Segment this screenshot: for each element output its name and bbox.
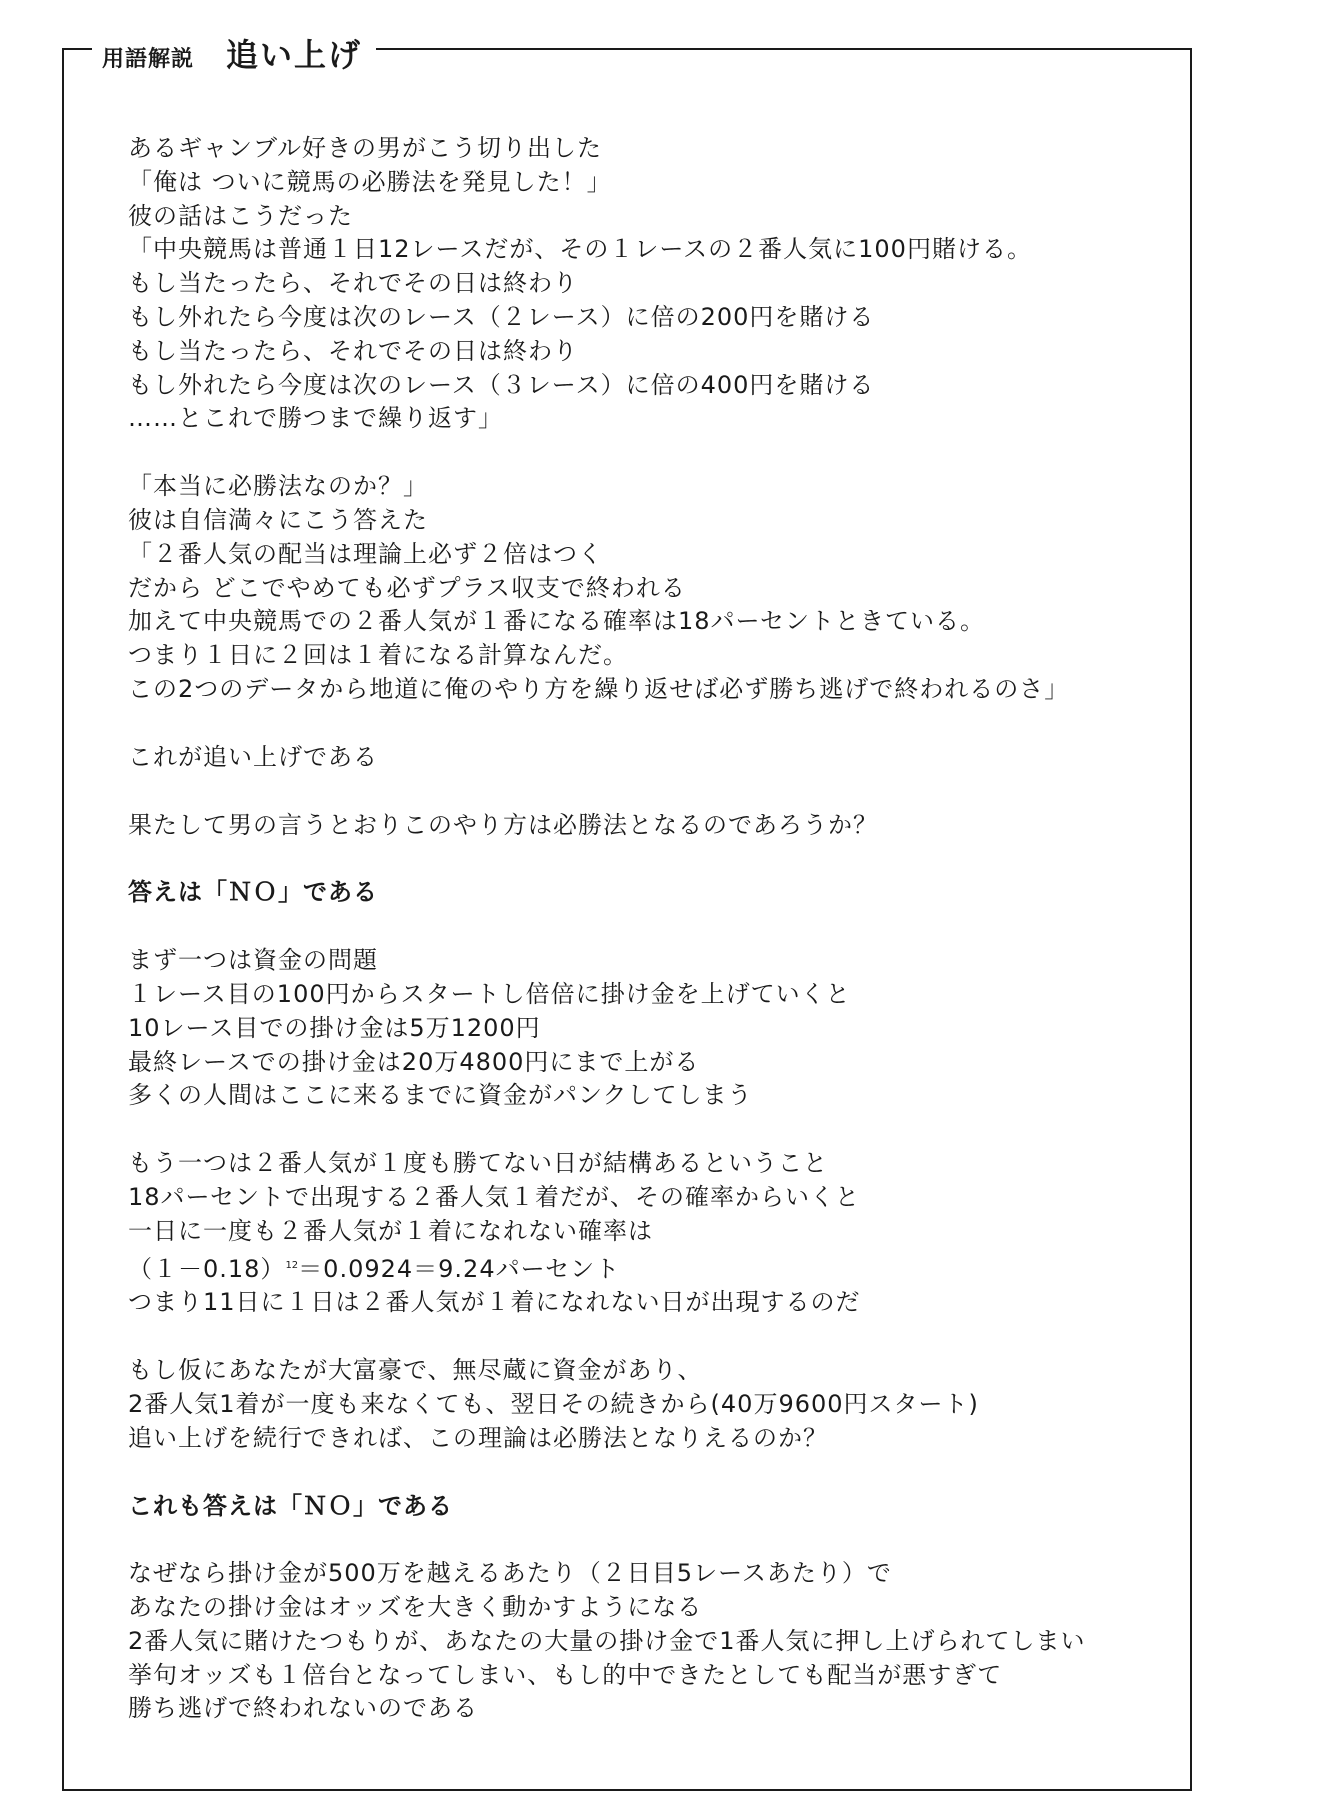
paragraph-question <box>128 809 1178 843</box>
text-line: この2つのデータから地道に俺のやり方を繰り返せば必ず勝ち逃げで終われるのさ」 <box>128 674 1070 703</box>
text-line: まず一つは資金の問題 <box>128 946 378 975</box>
text-line: もし当たったら、それでその日は終わり <box>128 336 578 365</box>
text-line: もう一つは２番人気が１度も勝てない日が結構あるということ <box>128 1149 828 1178</box>
text-line: 「本当に必勝法なのか？」 <box>128 472 428 501</box>
text-line: 一日に一度も２番人気が１着になれない確率は <box>128 1216 653 1245</box>
text-line: あなたの掛け金はオッズを大きく動かすようになる <box>128 1593 703 1622</box>
text-line: 果たして男の言うとおりこのやり方は必勝法となるのであろうか？ <box>128 810 878 839</box>
paragraph-odds <box>128 1557 1178 1726</box>
text-line: 加えて中央競馬での２番人気が１番になる確率は18パーセントときている。 <box>128 607 986 636</box>
paragraph-answer-1 <box>128 876 1178 910</box>
text-line: 「２番人気の配当は理論上必ず２倍はつく <box>128 539 603 568</box>
text-line: 「俺は ついに競馬の必勝法を発見した！」 <box>128 167 612 196</box>
formula-prefix: （１－0.18） <box>128 1254 286 1283</box>
paragraph-millionaire <box>128 1354 1178 1455</box>
paragraph-funds <box>128 944 1178 1113</box>
text-line: 追い上げを続行できれば、この理論は必勝法となりえるのか？ <box>128 1423 828 1452</box>
paragraph-probability <box>128 1147 1178 1320</box>
heading-label: 用語解説 <box>102 47 195 72</box>
heading-title: 追い上げ <box>226 36 363 74</box>
text-line: 2番人気に賭けたつもりが、あなたの大量の掛け金で1番人気に押し上げられてしまい <box>128 1626 1086 1655</box>
text-line: これが追い上げである <box>128 742 378 771</box>
text-line: つまり１日に２回は１着になる計算なんだ。 <box>128 641 628 670</box>
article-heading <box>92 30 376 74</box>
text-line: なぜなら掛け金が500万を越えるあたり（２日目5レースあたり）で <box>128 1559 892 1588</box>
paragraph-claim <box>128 470 1178 707</box>
text-line: 2番人気1着が一度も来なくても、翌日その続きから(40万9600円スタート) <box>128 1389 979 1418</box>
text-line: 多くの人間はここに来るまでに資金がパンクしてしまう <box>128 1081 753 1110</box>
text-line: もし外れたら今度は次のレース（２レース）に倍の200円を賭ける <box>128 302 875 331</box>
paragraph-answer-2 <box>128 1490 1178 1524</box>
paragraph-story <box>128 132 1178 436</box>
text-line: 勝ち逃げで終われないのである <box>128 1694 478 1723</box>
text-line: 彼の話はこうだった <box>128 201 353 230</box>
formula-suffix: ＝0.0924＝9.24パーセント <box>298 1254 621 1283</box>
article-body <box>128 132 1178 1760</box>
text-line: 彼は自信満々にこう答えた <box>128 505 428 534</box>
text-line: つまり11日に１日は２番人気が１着になれない日が出現するのだ <box>128 1288 861 1317</box>
text-line: 「中央競馬は普通１日12レースだが、その１レースの２番人気に100円賭ける。 <box>128 235 1032 264</box>
text-line: だから どこでやめても必ずプラス収支で終われる <box>128 573 686 602</box>
formula-exponent: 12 <box>285 1259 299 1271</box>
text-line: 10レース目での掛け金は5万1200円 <box>128 1013 541 1042</box>
text-line: 最終レースでの掛け金は20万4800円にまで上がる <box>128 1047 700 1076</box>
text-line: もし仮にあなたが大富豪で、無尽蔵に資金があり、 <box>128 1356 703 1385</box>
paragraph-definition <box>128 741 1178 775</box>
text-line: 18パーセントで出現する２番人気１着だが、その確率からいくと <box>128 1182 861 1211</box>
text-line: ……とこれで勝つまで繰り返す」 <box>128 404 503 433</box>
text-line: もし外れたら今度は次のレース（３レース）に倍の400円を賭ける <box>128 370 875 399</box>
text-line: 挙句オッズも１倍台となってしまい、もし的中できたとしても配当が悪すぎて <box>128 1660 1003 1689</box>
answer-line: これも答えは「ＮＯ」である <box>128 1491 453 1520</box>
formula-line <box>128 1249 1178 1287</box>
text-line: もし当たったら、それでその日は終わり <box>128 269 578 298</box>
answer-line: 答えは「ＮＯ」である <box>128 878 378 907</box>
text-line: １レース目の100円からスタートし倍倍に掛け金を上げていくと <box>128 979 851 1008</box>
text-line: あるギャンブル好きの男がこう切り出した <box>128 134 603 162</box>
